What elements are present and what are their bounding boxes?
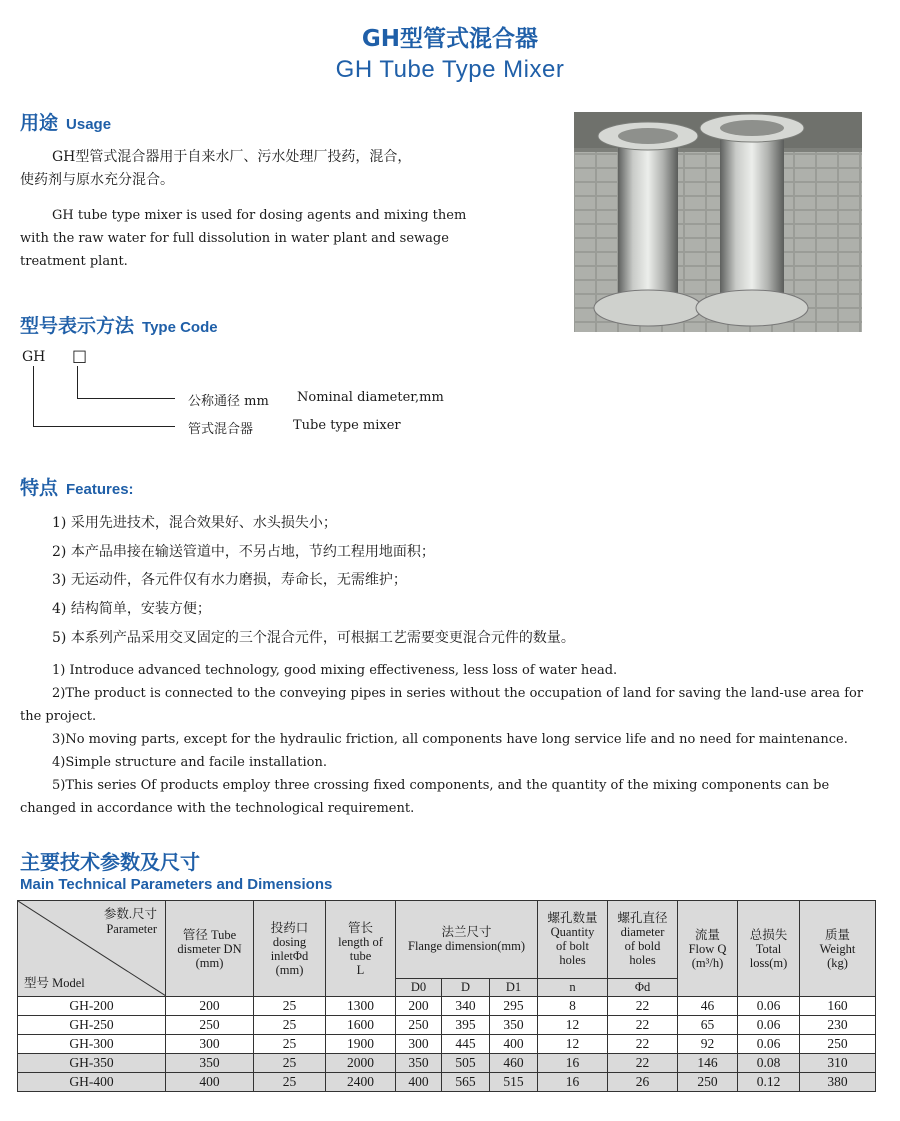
usage-desc-en-line1: GH tube type mixer is used for dosing agents and mixing them [52, 208, 467, 223]
table-body [18, 997, 876, 1092]
typecode-heading-en: Type Code [142, 319, 218, 336]
feature-en-5-text: 5)This series Of products employ three crossing fixed components, and the quantity of the mixing components can be changed in accordance with the technological requirement. [20, 778, 830, 816]
table-cell: 0.06 [738, 1035, 800, 1054]
header-len-cn: 管长 [347, 920, 373, 935]
table-cell: 400 [490, 1035, 538, 1054]
table-cell: 25 [254, 1016, 326, 1035]
header-dn-unit: (mm) [195, 955, 224, 970]
type-code-prefix: GH [22, 349, 46, 365]
table-cell: 310 [800, 1054, 876, 1073]
table-cell: 0.12 [738, 1073, 800, 1092]
typecode-heading [20, 311, 218, 338]
table-cell: 515 [490, 1073, 538, 1092]
table-cell: 350 [166, 1054, 254, 1073]
table-cell: 0.06 [738, 1016, 800, 1035]
table-cell: 12 [538, 1016, 608, 1035]
header-flange-cn: 法兰尺寸 [441, 925, 492, 940]
header-loss-en1: Total [755, 941, 782, 956]
table-cell: 146 [678, 1054, 738, 1073]
table-cell: 26 [608, 1073, 678, 1092]
parameters-table [17, 900, 876, 1092]
header-tube-dn [166, 901, 254, 997]
header-flow-unit: (m³/h) [691, 955, 724, 970]
table-cell: 0.08 [738, 1054, 800, 1073]
header-parameter-model [18, 901, 166, 997]
table-cell: 200 [396, 997, 442, 1016]
feature-en-2 [20, 682, 880, 728]
table-title-en: Main Technical Parameters and Dimensions [20, 876, 333, 893]
header-dia-cn: 螺孔直径 [617, 911, 668, 926]
header-dosing-inlet [254, 901, 326, 997]
table-cell: 1900 [326, 1035, 396, 1054]
usage-desc-en [20, 204, 466, 273]
table-cell: 2400 [326, 1073, 396, 1092]
table-cell: 230 [800, 1016, 876, 1035]
table-cell: 25 [254, 1054, 326, 1073]
table-cell: 460 [490, 1054, 538, 1073]
table-cell: 16 [538, 1073, 608, 1092]
table-row [18, 1054, 876, 1073]
header-len-unit: L [356, 962, 365, 977]
usage-desc-cn-line1: GH型管式混合器用于自来水厂、污水处理厂投药，混合， [52, 149, 412, 165]
table-title-cn: 主要技术参数及尺寸 [20, 850, 200, 874]
type-code-box: □ [72, 346, 88, 365]
feature-en-4-text: 4)Simple structure and facile installation. [52, 755, 327, 770]
table-cell: 2000 [326, 1054, 396, 1073]
header-loss-cn: 总损失 [749, 927, 788, 942]
header-bolt-quantity [538, 901, 608, 979]
header-param-en: Parameter [106, 922, 157, 936]
code-line-v1 [77, 366, 78, 398]
feature-en-5 [20, 774, 880, 820]
code-line-h2 [33, 426, 175, 427]
table-cell: 400 [166, 1073, 254, 1092]
header-dose-en2: inletΦd [270, 948, 309, 963]
table-cell: 445 [442, 1035, 490, 1054]
table-cell: 25 [254, 1035, 326, 1054]
nominal-diameter-cn: 公称通径 mm [188, 394, 269, 409]
table-cell: 340 [442, 997, 490, 1016]
product-photo [574, 112, 862, 332]
table-cell: 200 [166, 997, 254, 1016]
nominal-diameter-en: Nominal diameter,mm [297, 390, 444, 405]
table-cell: GH-250 [18, 1016, 166, 1035]
table-cell: 1600 [326, 1016, 396, 1035]
table-cell: 16 [538, 1054, 608, 1073]
table-cell: 350 [490, 1016, 538, 1035]
header-flange [396, 901, 538, 979]
table-cell: GH-300 [18, 1035, 166, 1054]
feature-cn-1: 1) 采用先进技术，混合效果好、水头损失小； [52, 515, 337, 531]
table-row [18, 1016, 876, 1035]
feature-cn-3: 3) 无运动件，各元件仅有水力磨损，寿命长，无需维护； [52, 572, 407, 588]
table-row [18, 1073, 876, 1092]
table-cell: 250 [396, 1016, 442, 1035]
feature-en-4 [20, 751, 880, 774]
table-cell: 400 [396, 1073, 442, 1092]
subheader-d1: D1 [490, 978, 538, 996]
header-dia-en2: of bold [624, 939, 661, 954]
header-flange-en: Flange dimension(mm) [408, 939, 525, 954]
header-qty-cn: 螺孔数量 [547, 911, 598, 926]
code-line-h1 [77, 398, 175, 399]
table-cell: 25 [254, 997, 326, 1016]
header-model: 型号 Model [24, 976, 85, 990]
usage-desc-en-line3: treatment plant. [20, 254, 128, 269]
table-cell: 565 [442, 1073, 490, 1092]
header-dia-en3: holes [629, 953, 656, 968]
header-qty-en3: holes [559, 953, 586, 968]
subheader-n: n [538, 978, 608, 996]
table-cell: 350 [396, 1054, 442, 1073]
feature-cn-2: 2) 本产品串接在输送管道中，不另占地，节约工程用地面积； [52, 544, 435, 560]
header-dn-en: dismeter DN [177, 941, 242, 956]
page-title-cn: GH型管式混合器 [361, 26, 539, 52]
table-cell: 22 [608, 997, 678, 1016]
table-cell: GH-400 [18, 1073, 166, 1092]
usage-desc-en-line2: with the raw water for full dissolution in water plant and sewage [20, 231, 449, 246]
table-cell: 22 [608, 1054, 678, 1073]
header-loss-en2: loss(m) [749, 955, 788, 970]
header-weight-en: Weight [819, 941, 856, 956]
feature-en-3 [20, 728, 880, 751]
table-cell: 300 [166, 1035, 254, 1054]
header-flow-cn: 流量 [695, 927, 721, 942]
header-qty-en1: Quantity [550, 925, 595, 940]
header-weight-cn: 质量 [825, 927, 851, 942]
table-cell: 65 [678, 1016, 738, 1035]
table-cell: 295 [490, 997, 538, 1016]
page-title-en: GH Tube Type Mixer [335, 56, 565, 83]
header-len-en1: length of [338, 934, 383, 949]
header-dn-cn: 管径 Tube [182, 927, 237, 942]
header-tube-length [326, 901, 396, 997]
table-cell: 8 [538, 997, 608, 1016]
features-heading-cn: 特点 [20, 477, 59, 499]
subheader-phid: Φd [608, 978, 678, 996]
feature-en-3-text: 3)No moving parts, except for the hydraulic friction, all components have long service life and no need for maintenance. [52, 732, 848, 747]
table-cell: 505 [442, 1054, 490, 1073]
header-len-en2: tube [349, 948, 372, 963]
features-heading-en: Features: [66, 481, 134, 498]
table-cell: 160 [800, 997, 876, 1016]
header-total-loss [738, 901, 800, 997]
feature-en-1 [20, 659, 880, 682]
feature-cn-4: 4) 结构简单，安装方便； [52, 601, 211, 617]
header-bolt-diameter [608, 901, 678, 979]
header-dose-cn: 投药口 [270, 920, 309, 935]
usage-desc-cn-line2: 使药剂与原水充分混合。 [20, 172, 174, 188]
table-cell: 22 [608, 1016, 678, 1035]
table-cell: 250 [166, 1016, 254, 1035]
header-weight-unit: (kg) [827, 955, 848, 970]
subheader-d0: D0 [396, 978, 442, 996]
typecode-heading-cn: 型号表示方法 [20, 315, 135, 337]
table-cell: 22 [608, 1035, 678, 1054]
feature-en-1-text: 1) Introduce advanced technology, good mixing effectiveness, less loss of water head. [52, 663, 618, 678]
table-row [18, 997, 876, 1016]
header-dose-en1: dosing [272, 934, 307, 949]
table-cell: 0.06 [738, 997, 800, 1016]
tube-mixer-en: Tube type mixer [293, 418, 401, 433]
usage-desc-cn [20, 146, 411, 192]
usage-heading [20, 108, 111, 135]
table-cell: GH-350 [18, 1054, 166, 1073]
table-cell: 25 [254, 1073, 326, 1092]
header-dia-en1: diameter [620, 925, 665, 940]
header-dose-unit: (mm) [275, 962, 304, 977]
header-weight [800, 901, 876, 997]
feature-en-2-text: 2)The product is connected to the conveying pipes in series without the occupation of land for saving the land-use area for the project. [20, 686, 864, 724]
table-cell: GH-200 [18, 997, 166, 1016]
usage-heading-cn: 用途 [20, 112, 59, 134]
table-cell: 300 [396, 1035, 442, 1054]
tube-mixer-cn: 管式混合器 [188, 422, 254, 437]
header-param-cn: 参数.尺寸 [103, 907, 157, 921]
table-cell: 395 [442, 1016, 490, 1035]
table-row [18, 1035, 876, 1054]
features-heading [20, 473, 134, 500]
header-flow-en: Flow Q [688, 941, 727, 956]
table-cell: 46 [678, 997, 738, 1016]
code-line-v2 [33, 366, 34, 426]
table-cell: 250 [678, 1073, 738, 1092]
usage-heading-en: Usage [66, 116, 112, 133]
table-cell: 380 [800, 1073, 876, 1092]
header-qty-en2: of bolt [556, 939, 589, 954]
table-cell: 250 [800, 1035, 876, 1054]
table-cell: 12 [538, 1035, 608, 1054]
table-cell: 1300 [326, 997, 396, 1016]
header-flow [678, 901, 738, 997]
feature-cn-5: 5) 本系列产品采用交叉固定的三个混合元件，可根据工艺需要变更混合元件的数量。 [52, 630, 575, 646]
subheader-d: D [442, 978, 490, 996]
table-cell: 92 [678, 1035, 738, 1054]
